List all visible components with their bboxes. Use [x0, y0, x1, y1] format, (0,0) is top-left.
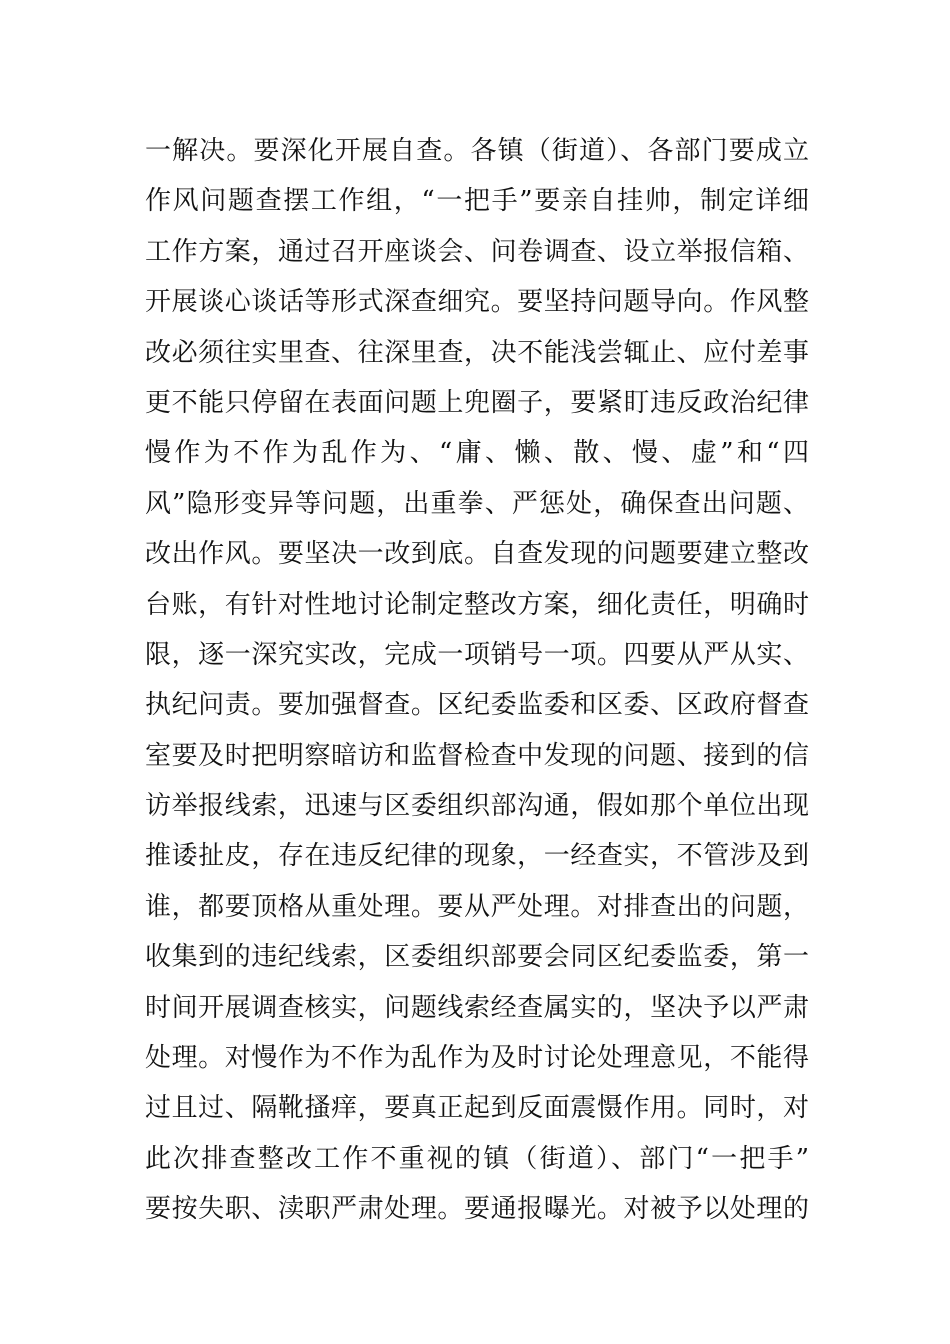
text-line: 台账，有针对性地讨论制定整改方案，细化责任，明确时: [145, 589, 809, 620]
text-line: 开展谈心谈话等形式深查细究。要坚持问题导向。作风整: [145, 287, 809, 318]
text-line: 过且过、隔靴搔痒，要真正起到反面震慑作用。同时，对: [145, 1093, 809, 1124]
text-line: 限，逐一深究实改，完成一项销号一项。四要从严从实、: [145, 639, 809, 670]
text-line: 处理。对慢作为不作为乱作为及时讨论处理意见，不能得: [145, 1043, 809, 1074]
text-line: 要按失职、渎职严肃处理。要通报曝光。对被予以处理的: [145, 1194, 809, 1225]
text-line: 慢作为不作为乱作为、“庸、懒、散、慢、虚”和“四: [145, 438, 809, 469]
text-line: 改出作风。要坚决一改到底。自查发现的问题要建立整改: [145, 539, 809, 570]
text-line: 室要及时把明察暗访和监督检查中发现的问题、接到的信: [145, 740, 809, 771]
text-line: 访举报线索，迅速与区委组织部沟通，假如那个单位出现: [145, 791, 809, 822]
text-line: 谁，都要顶格从重处理。要从严处理。对排查出的问题，: [145, 891, 809, 922]
text-line: 执纪问责。要加强督查。区纪委监委和区委、区政府督查: [145, 690, 809, 721]
text-line: 改必须往实里查、往深里查，决不能浅尝辄止、应付差事: [145, 337, 809, 368]
text-line: 作风问题查摆工作组，“一把手”要亲自挂帅，制定详细: [145, 186, 809, 217]
text-line: 工作方案，通过召开座谈会、问卷调查、设立举报信箱、: [145, 236, 809, 267]
text-line: 一解决。要深化开展自查。各镇（街道）、各部门要成立: [145, 136, 809, 166]
body-text: [145, 126, 809, 1235]
text-line: 更不能只停留在表面问题上兜圈子，要紧盯违反政治纪律: [145, 387, 809, 418]
text-line: 此次排查整改工作不重视的镇（街道）、部门“一把手”: [145, 1143, 809, 1174]
text-line: 时间开展调查核实，问题线索经查属实的，坚决予以严肃: [145, 992, 809, 1023]
text-line: 推诿扯皮，存在违反纪律的现象，一经查实，不管涉及到: [145, 841, 809, 872]
text-line: 风”隐形变异等问题，出重拳、严惩处，确保查出问题、: [145, 488, 809, 519]
text-line: 收集到的违纪线索，区委组织部要会同区纪委监委，第一: [145, 942, 809, 973]
